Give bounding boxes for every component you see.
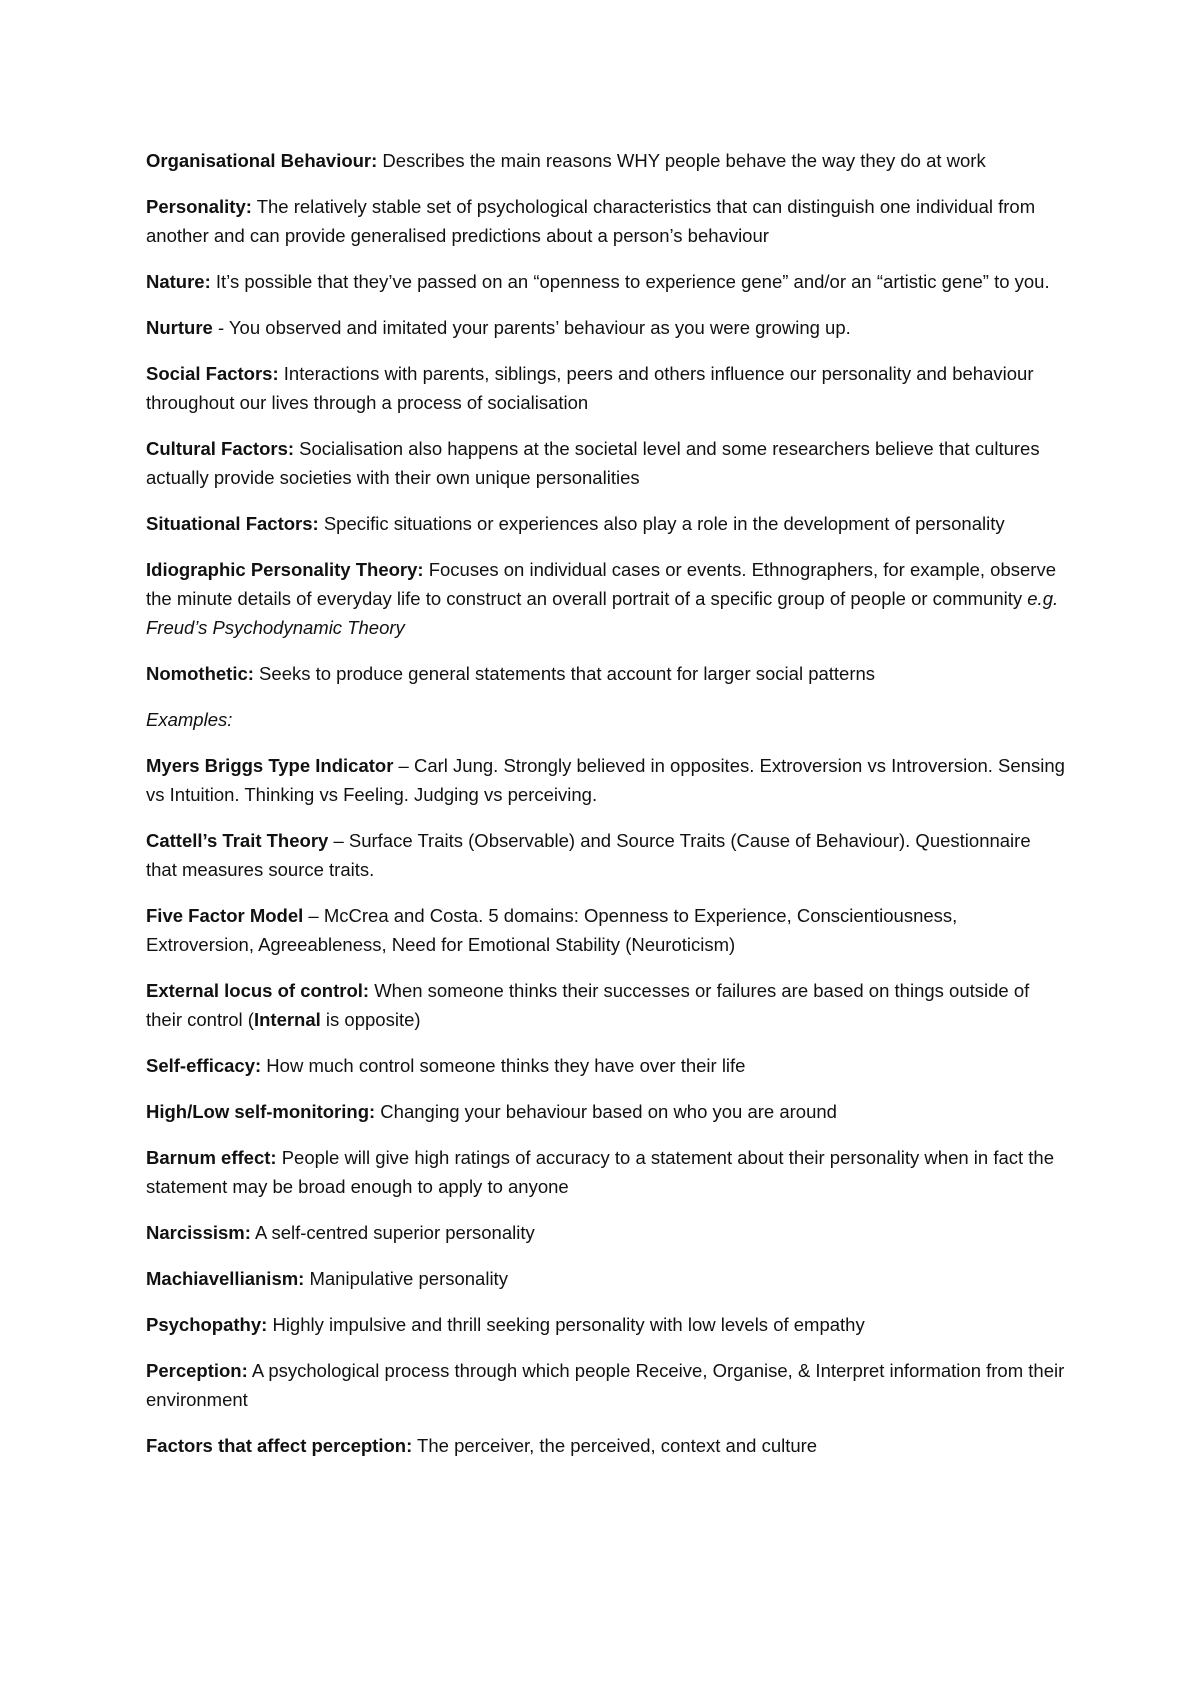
definition: A self-centred superior personality — [250, 1222, 535, 1243]
definition: Specific situations or experiences also play a role in the development of personality — [318, 513, 1005, 534]
term: Idiographic Personality Theory: — [146, 559, 424, 580]
term: Perception: — [146, 1360, 248, 1381]
entry-barnum-effect — [146, 1143, 1066, 1201]
entry-cultural-factors — [146, 434, 1066, 492]
definition: It’s possible that they’ve passed on an “openness to experience gene” and/or an “artistic gene” to you. — [210, 271, 1050, 292]
definition: – Surface Traits (Observable) and Source Traits (Cause of Behaviour). Questionnaire that measures source traits. — [146, 830, 1031, 880]
term: Personality: — [146, 196, 252, 217]
term: Self-efficacy: — [146, 1055, 262, 1076]
entry-cattell — [146, 826, 1066, 884]
term: Nature: — [146, 271, 211, 292]
term: Cultural Factors: — [146, 438, 295, 459]
term: External locus of control: — [146, 980, 370, 1001]
term: Barnum effect: — [146, 1147, 277, 1168]
definition-after: is opposite) — [320, 1009, 421, 1030]
entry-psychopathy — [146, 1310, 1066, 1339]
term: High/Low self-monitoring: — [146, 1101, 376, 1122]
examples-heading — [146, 705, 1066, 734]
definition: The perceiver, the perceived, context and culture — [412, 1435, 818, 1456]
term: Organisational Behaviour: — [146, 150, 378, 171]
definition: - You observed and imitated your parents’ behaviour as you were growing up. — [212, 317, 851, 338]
definition: Highly impulsive and thrill seeking personality with low levels of empathy — [267, 1314, 865, 1335]
definition: People will give high ratings of accuracy to a statement about their personality when in fact the statement may be broad enough to apply to anyone — [146, 1147, 1054, 1197]
definition: Focuses on individual cases or events. Ethnographers, for example, observe the minute details of everyday life to construct an overall portrait of a specific group of people or community — [146, 559, 1056, 609]
definition: – Carl Jung. Strongly believed in opposites. Extroversion vs Introversion. Sensing vs Intuition. Thinking vs Feeling. Judging vs perceiving. — [146, 755, 1065, 805]
definition: When someone thinks their successes or failures are based on things outside of their control ( — [146, 980, 1030, 1030]
entry-social-factors — [146, 359, 1066, 417]
definition: Manipulative personality — [304, 1268, 508, 1289]
entry-situational-factors — [146, 509, 1066, 538]
examples-label: Examples: — [146, 709, 233, 730]
term: Nomothetic: — [146, 663, 254, 684]
entry-personality — [146, 192, 1066, 250]
bold-inline: Internal — [253, 1009, 321, 1030]
term: Nurture — [146, 317, 213, 338]
entry-organisational-behaviour — [146, 146, 1066, 175]
entry-idiographic-theory — [146, 555, 1066, 642]
definition: Changing your behaviour based on who you are around — [375, 1101, 837, 1122]
term: Psychopathy: — [146, 1314, 268, 1335]
term: Situational Factors: — [146, 513, 319, 534]
term: Five Factor Model — [146, 905, 304, 926]
entry-nurture — [146, 313, 1066, 342]
term: Myers Briggs Type Indicator — [146, 755, 394, 776]
entry-narcissism — [146, 1218, 1066, 1247]
entry-nomothetic — [146, 659, 1066, 688]
entry-perception — [146, 1356, 1066, 1414]
definition: How much control someone thinks they have over their life — [261, 1055, 746, 1076]
entry-machiavellianism — [146, 1264, 1066, 1293]
definition: The relatively stable set of psychological characteristics that can distinguish one individual from another and can provide generalised predictions about a person’s behaviour — [146, 196, 1036, 246]
italic-example: e.g. Freud’s Psychodynamic Theory — [146, 588, 1059, 638]
entry-external-locus — [146, 976, 1066, 1034]
term: Narcissism: — [146, 1222, 251, 1243]
entry-self-monitoring — [146, 1097, 1066, 1126]
definition: Interactions with parents, siblings, peers and others influence our personality and behaviour throughout our lives through a process of socialisation — [146, 363, 1034, 413]
term: Cattell’s Trait Theory — [146, 830, 329, 851]
entry-self-efficacy — [146, 1051, 1066, 1080]
entry-perception-factors — [146, 1431, 1066, 1460]
entry-myers-briggs — [146, 751, 1066, 809]
term: Machiavellianism: — [146, 1268, 305, 1289]
term: Social Factors: — [146, 363, 279, 384]
definition: – McCrea and Costa. 5 domains: Openness to Experience, Conscientiousness, Extroversion, Agreeableness, Need for Emotional Stability (Neuroticism) — [146, 905, 958, 955]
term: Factors that affect perception: — [146, 1435, 413, 1456]
document-body — [146, 146, 1066, 1477]
entry-nature — [146, 267, 1066, 296]
definition: A psychological process through which people Receive, Organise, & Interpret information from their environment — [146, 1360, 1065, 1410]
definition: Describes the main reasons WHY people behave the way they do at work — [377, 150, 986, 171]
entry-five-factor — [146, 901, 1066, 959]
definition: Socialisation also happens at the societal level and some researchers believe that cultures actually provide societies with their own unique personalities — [146, 438, 1040, 488]
definition: Seeks to produce general statements that account for larger social patterns — [253, 663, 876, 684]
